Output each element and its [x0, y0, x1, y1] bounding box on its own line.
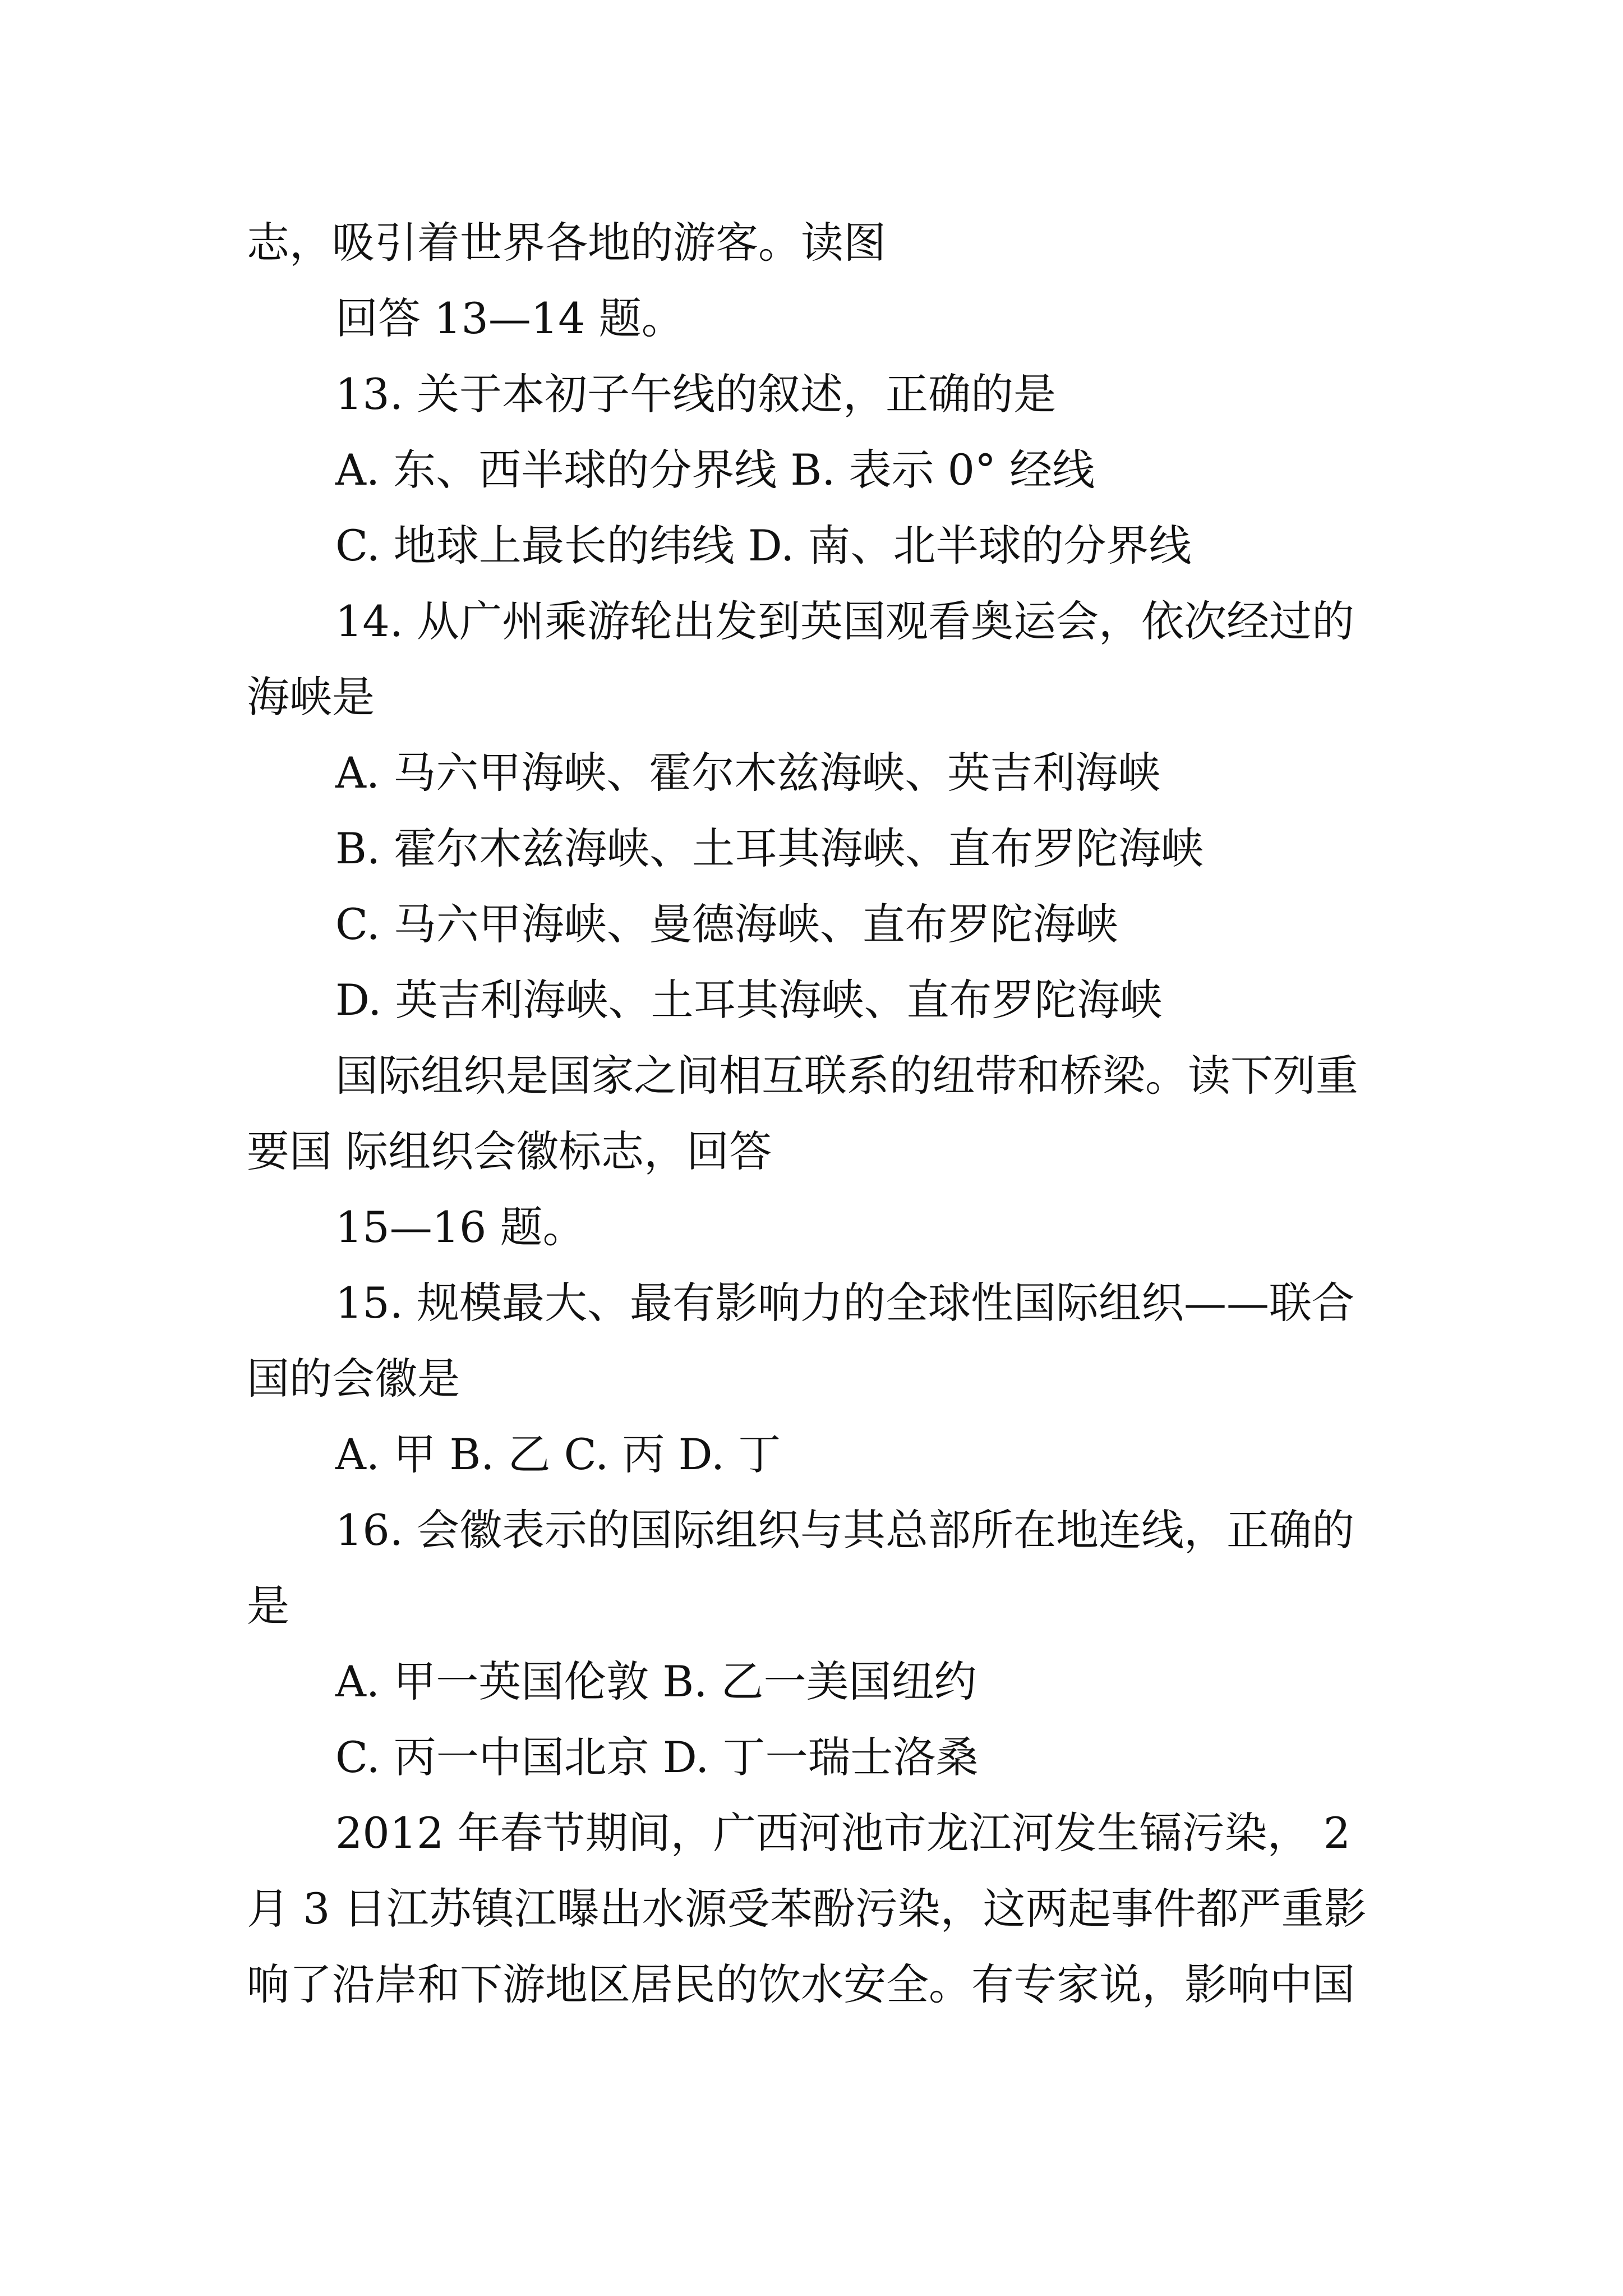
text-line: 国际组织是国家之间相互联系的纽带和桥梁。读下列重	[335, 1051, 1358, 1101]
option-line: A. 东、西半球的分界线 B. 表示 0° 经线	[335, 445, 1095, 495]
text-line: 志，吸引着世界各地的游客。读图	[247, 218, 886, 268]
text-line: 要国 际组织会徽标志，回答	[247, 1126, 772, 1176]
option-line: C. 马六甲海峡、曼德海峡、直布罗陀海峡	[335, 899, 1118, 949]
text-line: 响了沿岸和下游地区居民的饮水安全。有专家说，影响中国	[247, 1959, 1355, 2009]
text-line: 海峡是	[247, 672, 375, 722]
text-line: 月 3 日江苏镇江曝出水源受苯酚污染，这两起事件都严重影	[247, 1884, 1367, 1934]
text-line: 2012 年春节期间，广西河池市龙江河发生镉污染， 2	[335, 1808, 1351, 1858]
text-line: 国的会徽是	[247, 1354, 460, 1404]
question-13: 13. 关于本初子午线的叙述，正确的是	[335, 369, 1057, 419]
text-line: 回答 13—14 题。	[335, 293, 684, 343]
option-line: C. 丙一中国北京 D. 丁一瑞士洛桑	[335, 1732, 979, 1782]
question-14: 14. 从广州乘游轮出发到英国观看奥运会，依次经过的	[335, 596, 1355, 646]
text-line: 15—16 题。	[335, 1202, 585, 1252]
question-15: 15. 规模最大、最有影响力的全球性国际组织——联合	[335, 1278, 1355, 1328]
option-line: B. 霍尔木兹海峡、土耳其海峡、直布罗陀海峡	[335, 823, 1204, 873]
option-line: D. 英吉利海峡、土耳其海峡、直布罗陀海峡	[335, 975, 1163, 1025]
text-line: 是	[247, 1581, 289, 1631]
option-line: A. 马六甲海峡、霍尔木兹海峡、英吉利海峡	[335, 748, 1161, 798]
option-line: A. 甲一英国伦敦 B. 乙一美国纽约	[335, 1657, 977, 1706]
option-line: C. 地球上最长的纬线 D. 南、北半球的分界线	[335, 521, 1192, 570]
question-16: 16. 会徽表示的国际组织与其总部所在地连线，正确的	[335, 1505, 1355, 1555]
option-line: A. 甲 B. 乙 C. 丙 D. 丁	[335, 1429, 781, 1479]
